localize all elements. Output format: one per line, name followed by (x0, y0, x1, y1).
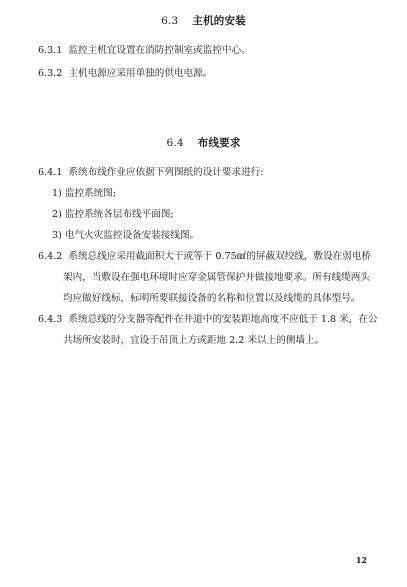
section-title: 主机的安装 (192, 15, 246, 27)
list-item: 1) 监控系统图; (52, 188, 117, 199)
clause-number: 6.4.3 (38, 314, 63, 325)
clause-text-line: 系统总线的分支器等配件在井道中的安装距地高度不应低于 1.8 米，在公 (68, 314, 378, 325)
clause-6-4-3 (38, 314, 378, 326)
list-item: 2) 监控系统各层布线平面图; (52, 209, 174, 220)
clause-6-3-1 (38, 45, 251, 57)
clause-text: 监控主机宜设置在消防控制室或监控中心。 (68, 45, 251, 56)
clause-number: 6.3.2 (38, 68, 63, 79)
clause-6-3-2 (38, 68, 212, 80)
page-number: 12 (355, 555, 367, 565)
clause-text-line: 均应做好线标，标明所要联接设备的名称和位置以及线缆的具体型号。 (63, 293, 361, 304)
clause-6-4-1 (38, 167, 264, 179)
clause-text-line: 系统总线应采用截面积大于或等于 0.75㎟的屏蔽双绞线，敷设在弱电桥 (68, 251, 372, 262)
clause-number: 6.4.2 (38, 251, 63, 262)
clause-number: 6.3.1 (38, 45, 63, 56)
clause-text: 系统布线作业应依据下列图纸的设计要求进行: (68, 167, 264, 178)
section-heading-6-4 (0, 135, 407, 150)
section-title: 布线要求 (197, 137, 241, 149)
section-number: 6.4 (166, 137, 184, 149)
list-item: 3) 电气火灾监控设备安装接线图。 (52, 230, 200, 241)
clause-text-line: 共场所安装时，宜设于吊顶上方或距地 2.2 米以上的侧墙上。 (63, 335, 325, 346)
section-heading-6-3 (0, 13, 407, 28)
clause-text: 主机电源应采用单独的供电电源。 (68, 68, 213, 79)
section-number: 6.3 (161, 15, 179, 27)
clause-text-line: 架内，当敷设在强电环境时应穿金属管保护并做接地要求。所有线缆两头 (63, 272, 370, 283)
clause-number: 6.4.1 (38, 167, 63, 178)
clause-6-4-2 (38, 251, 371, 263)
